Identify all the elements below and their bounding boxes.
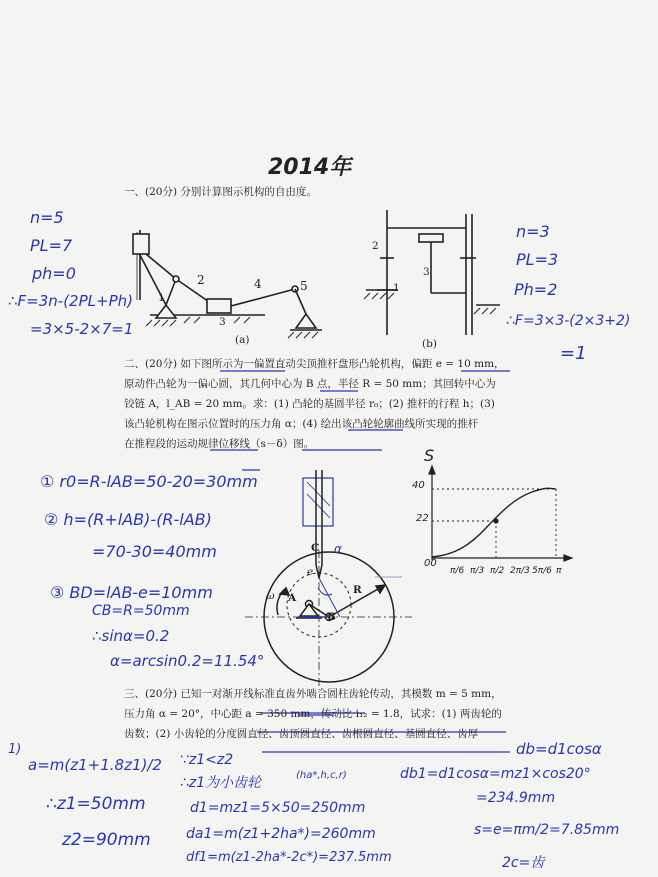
cam-label-b: B: [327, 611, 336, 623]
cam-label-omega: ω: [266, 590, 275, 602]
q1-hand-b-3: Ph=2: [514, 280, 558, 299]
q1-hand-a-5: =3×5-2×7=1: [30, 320, 134, 338]
q1-hand-b-1: n=3: [516, 222, 550, 241]
graph-y-tick-40: 40: [412, 480, 425, 491]
q2-line-2: 原动件凸轮为一偏心圆，其几何中心为 B 点，半径 R = 50 mm；其回转中心为: [124, 378, 496, 390]
q3-hand-right-3: =234.9mm: [476, 790, 556, 806]
q2-hand-6: ∴sinα=0.2: [92, 627, 170, 645]
cam-label-alpha: α: [334, 542, 342, 556]
q1-hand-a-1: n=5: [30, 208, 64, 227]
q3-line-3: 齿数；(2) 小齿轮的分度圆直径、齿顶圆直径、齿根圆直径、基圆直径、齿厚: [124, 728, 479, 740]
q3-hand-right-4: s=e=πm/2=7.85mm: [474, 822, 620, 838]
graph-x-tick-1: π/6: [450, 566, 465, 576]
fig-a-num-2: 2: [197, 273, 205, 287]
fig-a-num-4: 4: [254, 277, 262, 291]
cam-label-r: R: [353, 584, 362, 596]
q1-hand-b-4: ∴F=3×3-(2×3+2): [506, 313, 631, 329]
q2-line-5: 在推程段的运动规律位移线（s－δ）图。: [124, 438, 315, 450]
graph-y-axis-label: S: [424, 446, 435, 465]
q2-line-4: 该凸轮机构在图示位置时的压力角 α；(4) 绘出该凸轮轮廓曲线所实现的推杆: [124, 418, 479, 430]
graph-x-tick-2: π/3: [470, 566, 485, 576]
handwritten-year-title: 2014年: [268, 155, 352, 180]
graph-x-origin: 00: [424, 558, 437, 569]
q3-hand-mid-1: ∵z1<z2: [180, 752, 234, 768]
fig-b-num-2: 2: [372, 240, 379, 252]
q1-hand-b-5: =1: [560, 343, 587, 364]
q3-hand-mid-2: ∴z1为小齿轮: [180, 775, 262, 791]
q2-line-1: 二、(20分) 如下图所示为一偏置直动尖顶推杆盘形凸轮机构，偏距 e = 10 mm，: [124, 358, 505, 370]
q1-hand-a-3: ph=0: [32, 264, 76, 283]
s-delta-graph: [429, 466, 572, 561]
q3-hand-mid-4: da1=m(z1+2ha*)=260mm: [186, 826, 376, 842]
q3-hand-mid-6: (ha*,h,c,r): [296, 770, 347, 781]
cam-figure: [245, 470, 412, 690]
q3-hand-left-2: a=m(z1+1.8z1)/2: [28, 756, 162, 774]
q3-hand-right-1: db=d1cosα: [516, 740, 602, 758]
q3-hand-left-1: 1): [8, 742, 22, 757]
fig-a-num-5: 5: [300, 279, 308, 293]
fig-a-num-3: 3: [219, 316, 226, 328]
cam-label-c: C: [311, 542, 320, 554]
q3-line-2: 压力角 α = 20°，中心距 a = 350 mm，传动比 i₁₂ = 1.8，试求：(1) 两齿轮的: [124, 708, 502, 720]
graph-x-tick-3: π/2: [490, 566, 505, 576]
q3-hand-mid-3: d1=mz1=5×50=250mm: [190, 800, 366, 816]
graph-x-tick-4: 2π/3: [510, 566, 530, 576]
fig-b-num-1: 1: [393, 282, 400, 294]
q1-hand-b-2: PL=3: [516, 250, 559, 269]
q3-hand-left-4: z2=90mm: [62, 830, 151, 850]
q1-hand-a-4: ∴F=3n-(2PL+Ph): [8, 292, 133, 310]
q2-hand-4: ③ BD=lAB-e=10mm: [50, 583, 213, 602]
q2-hand-7: α=arcsin0.2=11.54°: [110, 652, 265, 670]
fig-a-num-1: 1: [158, 292, 165, 304]
q3-line-1: 三、(20分) 已知一对渐开线标准直齿外啮合圆柱齿轮传动，其模数 m = 5 mm，: [124, 688, 502, 700]
q2-hand-5: CB=R=50mm: [92, 603, 190, 619]
figure-a-linkage: [133, 230, 322, 338]
fig-b-label: (b): [422, 338, 437, 350]
graph-y-tick-22: 22: [416, 513, 429, 524]
graph-x-tick-5: 5π/6: [532, 566, 552, 576]
q3-hand-right-5: 2c=齿: [502, 855, 545, 871]
q3-hand-mid-5: df1=m(z1-2ha*-2c*)=237.5mm: [186, 850, 392, 865]
cam-label-a: A: [288, 592, 297, 604]
q3-hand-left-3: ∴z1=50mm: [46, 794, 146, 814]
fig-a-label: (a): [235, 334, 250, 346]
q2-line-3: 铰链 A，l_AB = 20 mm。求：(1) 凸轮的基圆半径 r₀；(2) 推杆的行程 h；(3): [124, 398, 495, 410]
q3-hand-right-2: db1=d1cosα=mz1×cos20°: [400, 766, 591, 782]
q2-hand-1: ① r0=R-lAB=50-20=30mm: [40, 472, 258, 491]
q2-hand-2: ② h=(R+lAB)-(R-lAB): [44, 510, 212, 529]
graph-x-tick-6: π: [556, 566, 562, 576]
q2-hand-3: =70-30=40mm: [92, 542, 217, 561]
cam-label-e: e: [307, 566, 314, 578]
figure-b-gears: [364, 210, 500, 335]
q1-text: 一、(20分) 分别计算图示机构的自由度。: [124, 186, 317, 198]
fig-b-num-3: 3: [423, 266, 430, 278]
q1-hand-a-2: PL=7: [30, 236, 73, 255]
